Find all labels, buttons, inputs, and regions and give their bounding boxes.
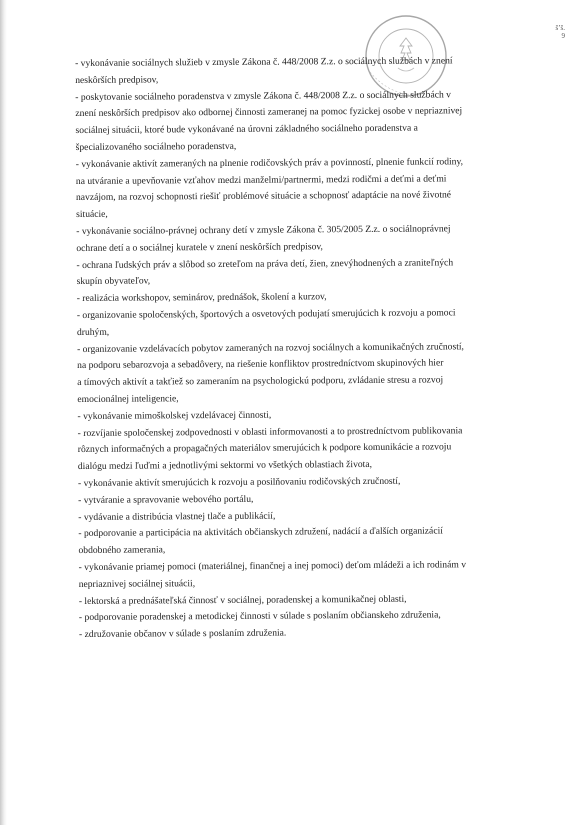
list-item-line: a tímových aktivít a takťiež so zameraním na psychologickú podporu, zvládanie stresu a rozvoj: [77, 374, 444, 389]
list-item-line: na utváranie a upevňovanie vzťahov medzi manželmi/partnermi, medzi rodičmi a deťmi a deťmi: [75, 172, 447, 187]
list-item-line: - vydávanie a distribúcia vlastnej tlače a publikácií,: [78, 510, 276, 523]
list-item: [77, 305, 517, 342]
list-item-line: - vykonávanie mimoškolskej vzdelávacej činnosti,: [77, 409, 272, 422]
list-item: [76, 254, 516, 291]
list-item-line: - vykonávanie aktivít smerujúcich k rozvoju a posilňovaniu rodičovských zručností,: [77, 475, 401, 489]
corner-mark: [555, 24, 565, 40]
list-item-line: neskôrších predpisov,: [75, 74, 159, 86]
list-item-line: - vykonávanie sociálnych služieb v zmysle Zákona č. 448/2008 Z.z. o sociálnych službách v znení: [75, 55, 453, 69]
list-item-line: - poskytovanie sociálneho poradenstva v zmysle Zákona č. 448/2008 Z.z. o sociálnych službách v: [75, 88, 451, 103]
corner-mark-line-2: 9: [561, 32, 565, 40]
list-item: [79, 557, 519, 594]
list-item-line: znení neskôrších predpisov ako odbornej činnosti zameranej na pomoc fyzickej osobe v nepriaznivej: [75, 105, 463, 120]
list-item-line: - lektorská a prednášateľská činnosť v sociálnej, poradenskej a komunikačnej oblasti,: [78, 593, 407, 607]
list-item-line: - ochrana ľudských práv a slôbod so zreteľom na práva detí, žien, znevýhodnených a zraniteľných: [76, 256, 454, 271]
list-item: [76, 221, 516, 258]
corner-mark-line-1: š’š.: [555, 24, 565, 32]
list-item-line: ochrane detí a o sociálnej kuratele v znení neskôrších predpisov,: [76, 241, 323, 254]
list-item-line: - podporovanie a participácia na aktivitách občianskych združení, nadácií a ďalších organizácií: [78, 525, 443, 540]
list-item-line: navzájom, na rozvoj schopnosti riešiť problémové situácie a schopnosť adaptácie na nové životné: [75, 189, 452, 204]
list-item-line: emocionálnej inteligencie,: [77, 393, 179, 405]
list-item-line: - vykonávanie sociálno-právnej ochrany detí v zmysle Zákona č. 305/2005 Z.z. o sociálnoprávnej: [76, 223, 451, 237]
list-item-line: nepriaznivej sociálnej situácii,: [78, 577, 196, 590]
document-body: [75, 53, 519, 644]
scan-edge-shadow: [0, 0, 7, 825]
list-item: [75, 53, 515, 90]
list-item-line: - rozvíjanie spoločenskej zodpovednosti v oblasti informovanosti a to prostredníctvom publikovania: [77, 424, 463, 439]
list-item-line: - vytváranie a spravovanie webového portálu,: [78, 493, 254, 506]
list-item-line: situácie,: [76, 208, 108, 221]
list-item-line: - podporovanie poradenskej a metodickej činnosti v súlade s poslaním občianskeho združenia,: [78, 609, 441, 624]
list-item-line: obdobného zamerania,: [78, 544, 166, 557]
list-item-line: - organizovanie vzdelávacích pobytov zameraných na rozvoj sociálnych a komunikačných zručností,: [77, 340, 464, 355]
list-item-line: - vykonávanie priamej pomoci (materiálnej, finančnej a inej pomoci) deťom mládeži a ich rodinám v: [78, 559, 467, 573]
list-item: [76, 154, 516, 224]
list-item-line: - realizácia workshopov, seminárov, prednášok, školení a kurzov,: [76, 291, 327, 305]
list-item-line: špecializovaného sociálneho poradenstva,: [75, 140, 237, 153]
list-item-line: dialógu medzi ľuďmi a jednotlivými sektormi vo všetkých oblastiach života,: [77, 459, 373, 473]
list-item: [79, 624, 519, 644]
list-item: [75, 87, 515, 157]
list-item-line: - združovanie občanov v súlade s poslaním združenia.: [79, 627, 287, 641]
list-item-line: rôznych informačných a propagačných materiálov smerujúcich k podpore komunikácie a rozvoju: [77, 441, 452, 456]
list-item-line: sociálnej situácii, ktoré bude vykonávané na úrovni základného sociálneho poradenstva a: [75, 122, 418, 137]
list-item: [77, 338, 517, 408]
list-item-line: - organizovanie spoločenských, športových a osvetových podujatí smerujúcich k rozvoju a pomoci: [76, 307, 456, 321]
list-item-line: skupín obyvateľov,: [76, 275, 151, 288]
list-item-line: na podporu sebarozvoja a sebadôvery, na riešenie konfliktov prostredníctvom skupinových hier: [77, 357, 444, 372]
list-item-line: - vykonávanie aktivít zameraných na plnenie rodičovských práv a povinností, plnenie funkcií rodiny,: [75, 156, 464, 170]
list-item-line: druhým,: [76, 326, 110, 338]
list-item: [78, 523, 518, 560]
list-item: [78, 422, 518, 475]
